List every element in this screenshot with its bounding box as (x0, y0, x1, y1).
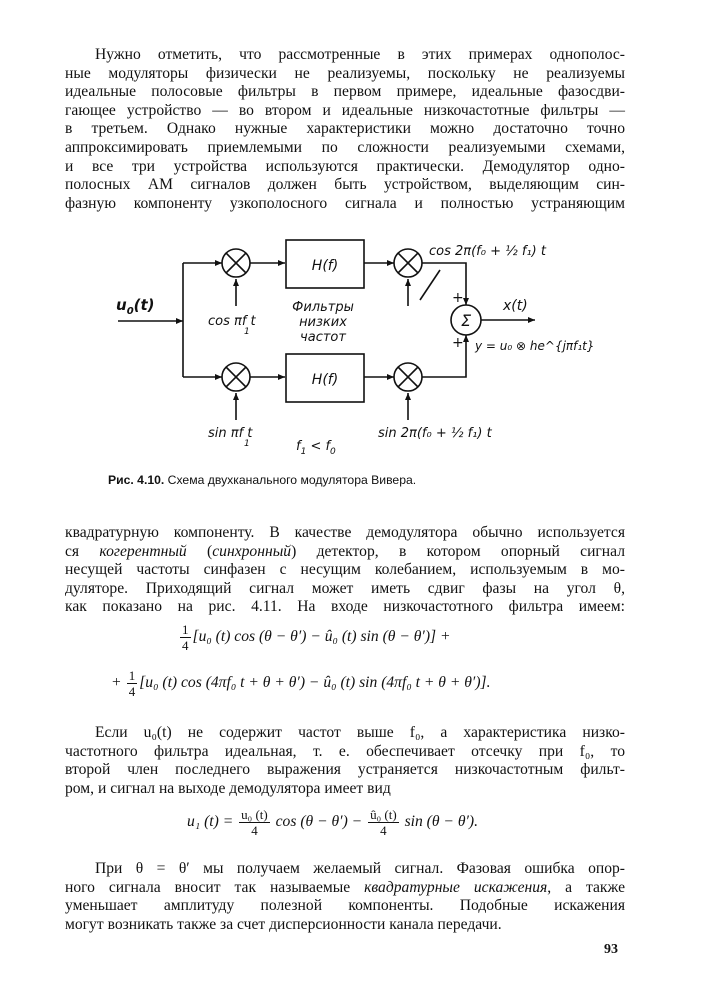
text-line: дуляторе. Приходящий сигнал может иметь сдвиг фазы на угол θ, (65, 579, 625, 597)
text-line: могут возникать также за счет дисперсионности канала передачи. (65, 915, 502, 933)
text-line: полосных АМ сигналов должен быть устройством, выделяющим син- (65, 176, 625, 194)
output-label: x(t) (503, 298, 528, 314)
plus-top: + (452, 290, 464, 306)
text-line: уменьшает амплитуду полезной компоненты. Подобные искажения (65, 897, 625, 915)
text-line: идеальные полосовые фильтры в первом примере, идеальные фазосдви- (65, 83, 625, 101)
text-line: в третьем. Однако нужные характеристики можно достаточно точно (65, 120, 625, 138)
sigma-symbol: Σ (460, 311, 472, 330)
figure-caption (108, 473, 416, 487)
text-line: фазную компоненту узкополосного сигнала и полностью устраняющим (65, 194, 625, 212)
plus-bottom: + (452, 335, 464, 351)
formula-demodulator-output: u₁ (t) = $\frac{\text{u₀ (t)}}{4}$ cos (θ − θ′) − $\frac{\text{û₀ (t)}}{4}$ sin (θ − θ′). (187, 807, 478, 838)
filters-note-3: частот (300, 330, 346, 345)
text-line: При θ = θ′ мы получаем желаемый сигнал. Фазовая ошибка опор- (95, 860, 625, 877)
text-line: второй член последнего выражения устраняется низкочастотным фильт- (65, 761, 625, 779)
text-line: Если u₀(t) не содержит частот выше f₀, а характеристика низко- (95, 724, 625, 741)
text-line: ром, и сигнал на выходе демодулятора имеет вид (65, 779, 391, 797)
cutoff-condition: $f_1 < f_0$ (296, 439, 336, 457)
filter-bottom-label: H(f) (311, 372, 339, 388)
input-label: $u_0(t)$ (116, 296, 155, 317)
text-line: ного сигнала вносит так называемые квадратурные искажения, а также (65, 878, 625, 896)
paragraph-demodulator (65, 524, 625, 617)
phase-note: y = u₀ ⊗ he^{jπf₁t} (475, 339, 595, 353)
text-line: аппроксимировать приемлемыми по сложности реализуемыми схемами, (65, 138, 625, 156)
filter-top-label: H(f) (311, 258, 339, 274)
paragraph-filter-condition (65, 724, 625, 798)
carrier-bottom-sub: 1 (244, 439, 250, 449)
carrier-bottom-label: sin πf t (208, 426, 253, 441)
carrier-top-label: cos πf t (208, 314, 256, 329)
caption-text: Схема двухканального модулятора Вивера. (164, 473, 417, 487)
text-line: ся когерентный (синхронный) детектор, в котором опорный сигнал (65, 542, 625, 560)
text-line: ные модуляторы физически не реализуемы, поскольку не реализуемы (65, 64, 625, 82)
text-line: квадратурную компоненту. В качестве демодулятора обычно используется (65, 524, 625, 541)
text-line: гающее устройство — во втором и идеальные низкочастотные фильтры — (65, 101, 625, 119)
page-number: 93 (604, 942, 618, 957)
formula-lowpass-input-2: + $\frac{1}{4}$ [u₀ (t) cos (4πf₀ t + θ + θ′) − û₀ (t) sin (4πf₀ t + θ + θ′)]. (112, 668, 491, 699)
text-line: и все три устройства используются практически. Демодулятор одно- (65, 157, 625, 175)
text-line: несущей частоты синфазен с несущим колебанием, используемым в мо- (65, 561, 625, 579)
text-line: как показано на рис. 4.11. На входе низкочастотного фильтра имеем: (65, 598, 625, 616)
weaver-modulator-diagram (0, 0, 718, 470)
formula-lowpass-input-1: $\frac{1}{4}$ [u₀ (t) cos (θ − θ′) − û₀ (t) sin (θ − θ′)] + (182, 622, 451, 653)
reference-bottom-label: sin 2π(f₀ + ½ f₁) t (378, 426, 492, 441)
paragraph-phase-error (65, 860, 625, 934)
carrier-top-sub: 1 (244, 327, 250, 337)
caption-label: Рис. 4.10. (108, 473, 165, 487)
text-line: Нужно отметить, что рассмотренные в этих примерах однополос- (95, 46, 625, 63)
filters-note-1: Фильтры (292, 300, 354, 315)
text-line: частотного фильтра идеальная, т. е. обеспечивает отсечку при f₀, то (65, 742, 625, 760)
filters-note-2: низких (299, 315, 347, 330)
reference-top-label: cos 2π(f₀ + ½ f₁) t (429, 244, 546, 259)
